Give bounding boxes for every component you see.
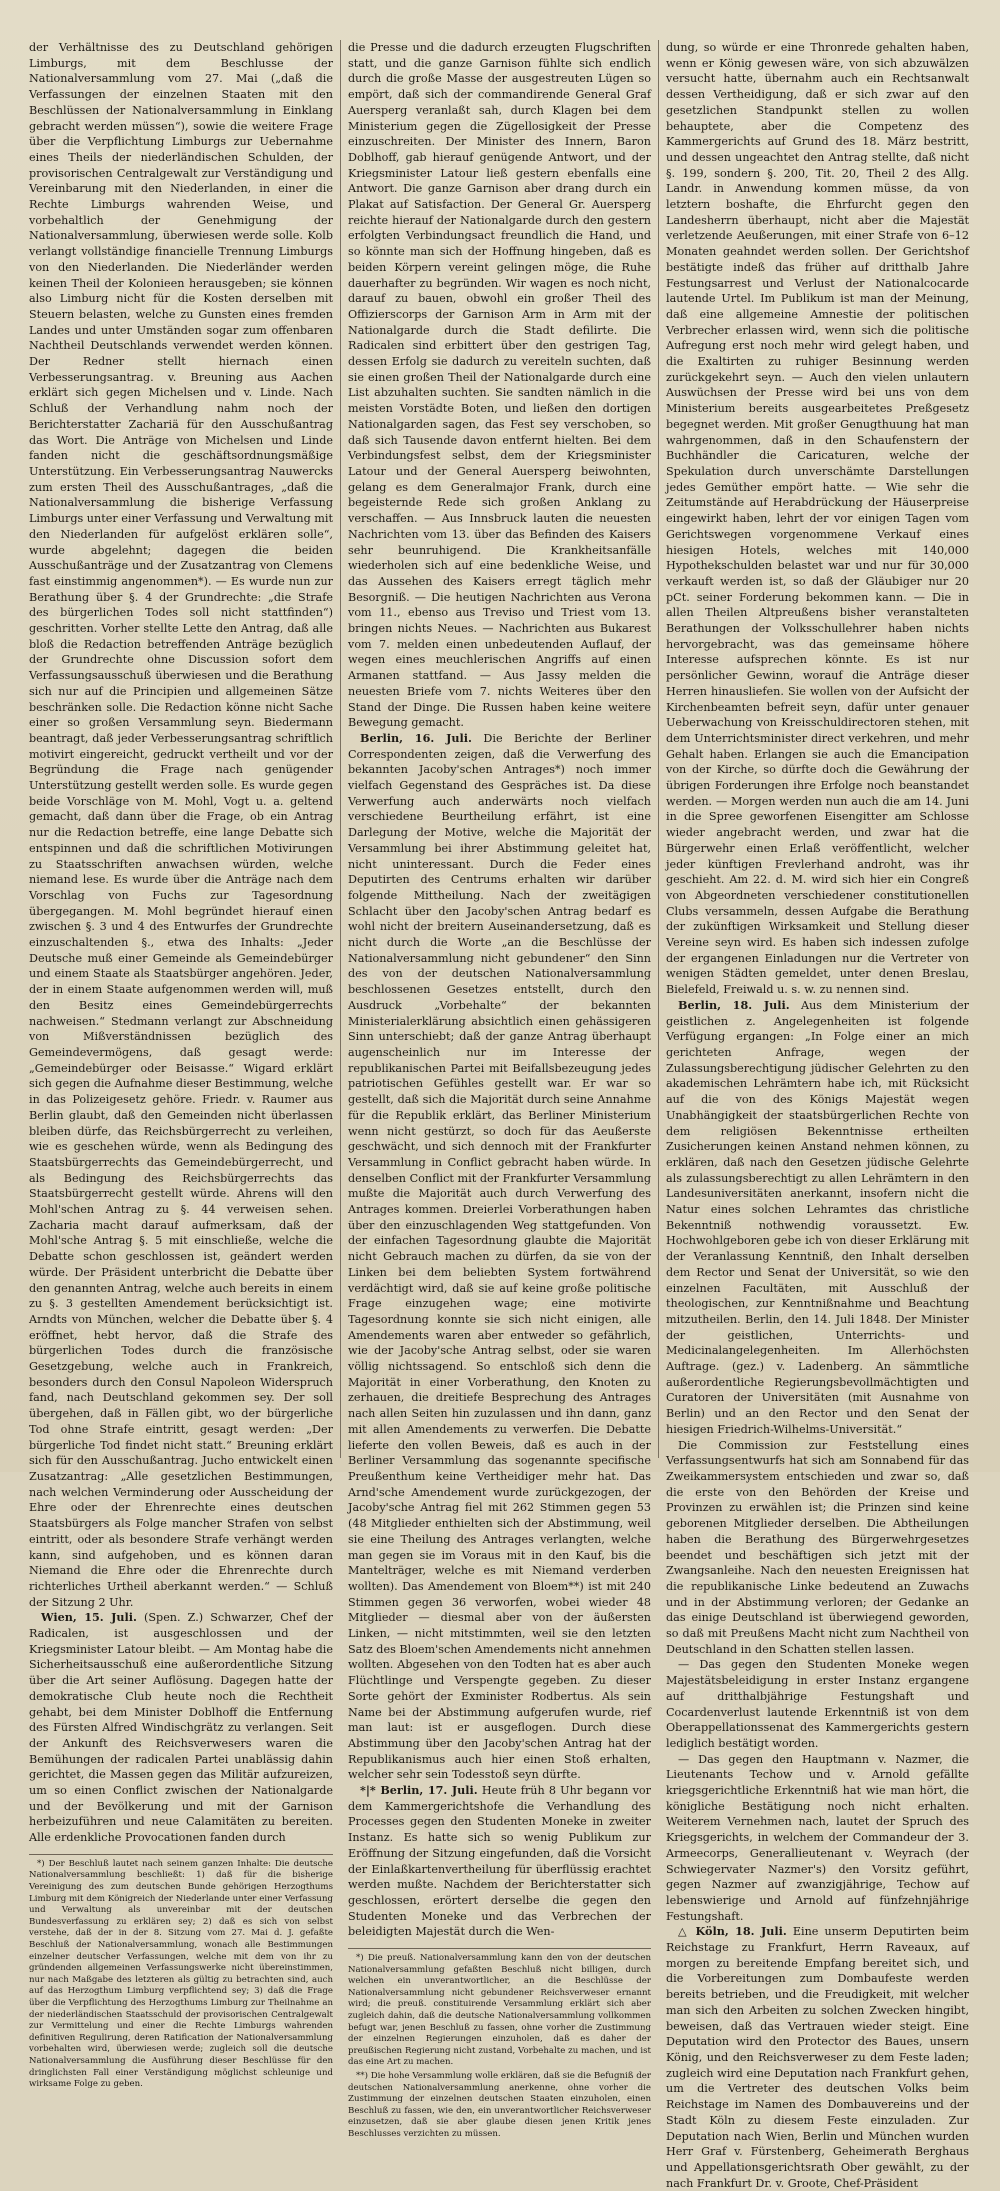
footnotes-column-1 xyxy=(29,1854,333,2091)
footnote-bloem: **) Die hohe Versammlung wolle erklären, daß sie die Befugniß der deutschen Nationalversammlung anerkenne, ohne vorher die Zustimmung der einzelnen deutschen Staaten einzuholen, einen Beschluß zu fassen, wie den, ein unverantwortlicher Reichsverweser einzusetzen, daß sie aber glaube diesen jenen Kritik jenes Beschlusses verzichten zu müssen. xyxy=(348,2071,651,2139)
article-berlin-17-body: Heute früh 8 Uhr begann vor dem Kammergerichtshofe die Verhandlung des Processes gegen den Studenten Moneke in zweiter Instanz. Es hatte sich so wenig Publikum zur Eröffnung der Sitzung eingefunden, daß die Vorsicht der Einlaßkartenvertheilung für überflüssig erachtet werden mußte. Nachdem der Berichterstatter sich geschlossen, erörtert derselbe die gegen den Studenten Moneke und das Verbrechen der beleidigten Majestät durch die Wen- xyxy=(348,1784,651,1939)
dateline-wien: Wien, 15. Juli. xyxy=(41,1610,137,1625)
article-berlin-16-body: Die Berichte der Berliner Correspondenten zeigen, daß die Verwerfung des bekannten Jacoby'schen Antrages*) noch immer vielfach Gegenstand des Gespräches ist. Da diese Verwerfung auch anderwärts noch vielfach verschiedene Beurtheilung erfährt, ist eine Darlegung der Motive, welche die Majorität der Versammlung bei ihrer Abstimmung geleitet hat, nicht uninteressant. Durch die Feder eines Deputirten des Centrums erhalten wir darüber folgende Mittheilung. Nach der zweitägigen Schlacht über den Jacoby'schen Antrag bedarf es wohl nicht der breitern Auseinandersetzung, daß es nicht durch die Worte „an die Beschlüsse der Nationalversammlung nicht gebundener“ den Sinn des von der deutschen Nationalversammlung beschlossenen Gesetzes entstellt, durch den Ausdruck „Vorbehalte“ der bekannten Ministerialerklärung absichtlich einen gehässigeren Sinn unterschiebt; daß der ganze Antrag überhaupt augenscheinlich nur im Interesse der republikanischen Partei mit Beifallsbezeugung jedes patriotischen Gefühles gestellt war. Er war so gestellt, daß sich die Majorität durch seine Annahme für die Republik erklärt, das Berliner Ministerium wenn nicht gestürzt, so doch für das Aeußerste geschwächt, und sich dennoch mit der Frankfurter Versammlung in Conflict gebracht haben würde. In denselben Conflict mit der Frankfurter Versammlung mußte die Majorität auch durch Verwerfung des Antrages kommen. Dreierlei Vorberathungen haben über den einzuschlagenden Weg stattgefunden. Von der einfachen Tagesordnung glaubte die Majorität nicht Gebrauch machen zu dürfen, da sie von der Linken bei dem beliebten System fortwährend verdächtigt wird, daß sie auf keine große politische Frage einzugehen wage; eine motivirte Tagesordnung konnte sie sich nicht einigen, alle Amendements waren aber entweder so gefährlich, wie der Jacoby'sche Antrag selbst, oder sie waren völlig nichtssagend. So entschloß sich denn die Majorität in einer Vorberathung, den Knoten zu zerhauen, die dreitiefe Besprechung des Antrages nach allen Seiten hin zuzulassen und ihn dann, ganz mit allen Amendements zu verwerfen. Die Debatte lieferte den vollen Beweis, daß es auch in der Berliner Versammlung das sogenannte specifische Preußenthum keine Vertheidiger mehr hat. Das Arnd'sche Amendement wurde zurückgezogen, der Jacoby'sche Antrag fiel mit 262 Stimmen gegen 53 (48 Mitglieder enthielten sich der Abstimmung, weil sie eine Theilung des Antrages verlangten, welche man gegen sie im Voraus mit in den Kauf, bis die Mantelträger, welche es mit Niemand verderben wollten). Das Amendement von Bloem**) ist mit 240 Stimmen gegen 36 verworfen, wobei wieder 48 Mitglieder — diesmal aber von der äußersten Linken, — nicht mitstimmten, weil sie den letzten Satz des Bloem'schen Amendements nicht annehmen wollten. Abgesehen von den Todten hat es aber auch Flüchtlinge und Verspengte gegeben. Zu dieser Sorte gehört der Exminister Rodbertus. Als sein Name bei der Abstimmung aufgerufen wurde, rief man laut: ist er ausgeflogen. Durch diese Abstimmung über den Jacoby'schen Antrag hat der Republikanismus auch hier einen Stoß erhalten, welcher sehr sein Todesstoß seyn dürfte. xyxy=(348,731,652,1782)
dateline-berlin-16: Berlin, 16. Juli. xyxy=(360,730,472,745)
article-limburg-continued: der Verhältnisse des zu Deutschland gehörigen Limburgs, mit dem Beschlusse der Nationalversammlung vom 27. Mai („daß die Verfassungen der einzelnen Staaten mit den Beschlüssen der Nationalversammlung in Einklang gebracht werden müssen“), sowie die weitere Frage über die Verpflichtung Limburgs zur Uebernahme eines Theils der niederländischen Schulden, der provisorischen Centralgewalt zur Verständigung und Vereinbarung mit den Niederlanden, in einer die Rechte Limburgs wahrenden Weise, und vorbehaltlich der Genehmigung der Nationalversammlung, überwiesen werde solle. Kolb verlangt vollständige financielle Trennung Limburgs von den Niederlanden. Die Niederländer werden keinen Theil der Kolonieen herausgeben; sie können also Limburg nicht für die Kosten derselben mit Steuern belasten, welche zu Gunsten eines fremden Landes und unter Umständen sogar zum offenbaren Nachtheil Deutschlands verwendet werden können. Der Redner stellt hiernach einen Verbesserungsantrag. v. Breuning aus Aachen erklärt sich gegen Michelsen und v. Linde. Nach Schluß der Verhandlung nahm noch der Berichterstatter Zachariä für den Ausschußantrag das Wort. Die Anträge von Michelsen und Linde fanden nicht die geschäftsordnungsmäßige Unterstützung. Ein Verbesserungsantrag Nauwercks zum ersten Theil des Ausschußantrages, „daß die Nationalversammlung die bisherige Verfassung Limburgs unter einer Verfassung und Verwaltung mit den Niederlanden für aufgelöst erklären solle“, wurde abgelehnt; dagegen die beiden Ausschußanträge und der Zusatzantrag von Clemens fast einstimmig angenommen*). — Es wurde nun zur Berathung über §. 4 der Grundrechte: „die Strafe des bürgerlichen Todes soll nicht stattfinden“) geschritten. Vorher stellte Lette den Antrag, daß alle bloß die Redaction betreffenden Anträge bezüglich der Grundrechte ohne Discussion sofort dem Verfassungsausschuß überwiesen und die Berathung sich nur auf die Principien und allgemeinen Sätze beschränken solle. Die Redaction könne nicht Sache einer so großen Versammlung seyn. Biedermann beantragt, daß jeder Verbesserungsantrag schriftlich motivirt eingereicht, gedruckt vertheilt und vor der Begründung die Frage nach genügender Unterstützung gestellt werden solle. Es wurde gegen beide Vorschläge von M. Mohl, Vogt u. a. geltend gemacht, daß dann über die Frage, ob ein Antrag nur die Redaction betreffe, eine lange Debatte sich entspinnen und daß die schriftlichen Motivirungen zu Staatsschriften anwachsen würden, welche niemand lese. Es wurde über die Anträge nach dem Vorschlag von Fuchs zur Tagesordnung übergegangen. M. Mohl begründet hierauf einen zwischen §. 3 und 4 des Entwurfes der Grundrechte einzuschaltenden §., etwa des Inhalts: „Jeder Deutsche muß einer Gemeinde als Gemeindebürger und einem Staate als Staatsbürger angehören. Jeder, der in einem Staate aufgenommen werden will, muß den Besitz eines Gemeindebürgerrechts nachweisen.“ Stedmann verlangt zur Abschneidung von Mißverständnissen bezüglich des Gemeindevermögens, daß gesagt werde: „Gemeindebürger oder Beisasse.“ Wigard erklärt sich gegen die Aufnahme dieser Bestimmung, welche in das Polizeigesetz gehöre. Friedr. v. Raumer aus Berlin glaubt, daß den Gemeinden nicht überlassen bleiben dürfe, das Reichsbürgerrecht zu verleihen, wie es geschehen würde, wenn als Bedingung des Staatsbürgerrechts das Gemeindebürgerrecht, und als Bedingung des Reichsbürgerrechts das Staatsbürgerrecht gestellt würde. Ahrens will den Mohl'schen Antrag zu §. 44 verweisen sehen. Zacharia macht darauf aufmerksam, daß der Mohl'sche Antrag §. 5 mit einschließe, welche die Debatte schon geschlossen ist, geändert werden würde. Der Präsident unterbricht die Debatte über den genannten Antrag, welche auch bereits in einem zu §. 3 gestellten Amendement berücksichtigt ist. Arndts von München, welcher die Debatte über §. 4 eröffnet, hebt hervor, daß die Strafe des bürgerlichen Todes durch die französische Gesetzgebung, welche auch in Frankreich, besonders durch den Consul Napoleon Widerspruch fand, nach Deutschland gekommen sey. Der soll übergehen, daß in Fällen gibt, wo der bürgerliche Tod ohne Strafe eintritt, gesagt werden: „Der bürgerliche Tod findet nicht statt.“ Breuning erklärt sich für den Ausschußantrag. Jucho entwickelt einen Zusatzantrag: „Alle gesetzlichen Bestimmungen, nach welchen Verminderung oder Ausscheidung der Ehre oder der Ehrenrechte eines deutschen Staatsbürgers als Folge mancher Strafen von selbst eintritt, oder als besondere Strafe verhängt werden kann, sind aufgehoben, und es können daran Niemand die Ehre oder die Ehrenrechte durch richterliches Urtheil aberkannt werden.“ — Schluß der Sitzung 2 Uhr. xyxy=(29,41,333,1609)
footnote-jacoby: *) Die preuß. Nationalversammlung kann den von der deutschen Nationalversammlung gefaßten Beschluß nicht billigen, durch welchen ein unverantwortlicher, an die Beschlüsse der Nationalversammlung nicht gebundener Reichsverweser ernannt wird; die preuß. constituirende Versammlung erklärt sich aber zugleich dahin, daß die deutsche Nationalversammlung vollkommen befugt war, jenen Beschluß zu fassen, ohne vorher die Zustimmung der einzelnen Regierungen einzuholen, daß es daher der preußischen Regierung nicht zustand, Vorbehalte zu machen, und ist das eine Art zu machen. xyxy=(348,1953,651,2068)
column-1 xyxy=(22,40,340,2090)
article-wien xyxy=(29,1610,333,1846)
dateline-berlin-18: Berlin, 18. Juli. xyxy=(678,997,790,1012)
article-koeln xyxy=(666,1924,969,2191)
article-verfassung: Die Commission zur Feststellung eines Verfassungsentwurfs hat sich am Sonnabend für das Zweikammersystem entschieden und zwar so, daß die erste von den Behörden der Kreise und Provinzen zu erwählen ist; die Prinzen sind keine geborenen Mitglieder derselben. Die Abtheilungen haben die Berathung des Bürgerwehrgesetzes beendet und beschäftigen sich jetzt mit der Zwangsanleihe. Nach den neuesten Ereignissen hat die republikanische Linke bedeutend an Zuwachs und in der Abstimmung verloren; der Gedanke an das einige Deutschland ist überwiegend geworden, so daß mit Preußens Macht nicht zum Nachtheil von Deutschland in den Schatten stellen lassen. xyxy=(666,1438,969,1656)
article-berlin-16 xyxy=(348,731,651,1783)
footnotes-column-2 xyxy=(348,1948,651,2141)
article-berlin-18-body: Aus dem Ministerium der geistlichen z. Angelegenheiten ist folgende Verfügung ergangen: „In Folge einer an mich gerichteten Anfrage, wegen der Zulassungsberechtigung jüdischer Gelehrten zu den akademischen Lehrämtern habe ich, mit Rücksicht auf die von des Königs Majestät wegen Unabhängigkeit der staatsbürgerlichen Rechte von dem religiösen Bekenntnisse ertheilten Zusicherungen keinen Anstand nehmen können, zu erklären, daß nach den Gesetzen jüdische Gelehrte als zulassungsberechtigt zu allen Lehrämtern in den Landesuniversitäten anerkannt, insofern nicht die Natur eines solchen Lehramtes das christliche Bekenntniß nothwendig voraussetzt. Ew. Hochwohlgeboren gebe ich von dieser Erklärung mit der Veranlassung Kenntniß, den Inhalt derselben dem Rector und Senat der Universität, so wie den einzelnen Facultäten, mit Ausschluß der theologischen, zur Kenntnißnahme und Beachtung mitzutheilen. Berlin, den 14. Juli 1848. Der Minister der geistlichen, Unterrichts- und Medicinalangelegenheiten. Im Allerhöchsten Auftrage. (gez.) v. Ladenberg. An sämmtliche außerordentliche Regierungsbevollmächtigten und Curatoren der Universitäten (mit Ausnahme von Berlin) und an den Rector und den Senat der hiesigen Friedrich-Wilhelms-Universität.“ xyxy=(666,998,969,1436)
article-wien-continued: die Presse und die dadurch erzeugten Flugschriften statt, und die ganze Garnison fühlte sich endlich durch die große Masse der ausgestreuten Lügen so empört, daß sich der commandirende General Graf Auersperg veranlaßt sah, durch Klagen bei dem Ministerium gegen die Zügellosigkeit der Presse einzuschreiten. Der Minister des Innern, Baron Doblhoff, gab hierauf genügende Antwort, und der Kriegsminister Latour ließ gestern ebenfalls eine Antwort. Die ganze Garnison aber drang durch ein Plakat auf Satisfaction. Der General Gr. Auersperg reichte hierauf der Nationalgarde durch den gestern erfolgten Verbindungsact freundlich die Hand, und so könnte man sich der Hoffnung hingeben, daß es beiden Körpern vereint gelingen möge, die Ruhe dauerhafter zu begründen. Wir wagen es noch nicht, darauf zu bauen, obwohl ein großer Theil des Offizierscorps der Garnison Arm in Arm mit der Nationalgarde durch die Stadt defilirte. Die Radicalen sind erbittert über den gestrigen Tag, dessen Erfolg sie dadurch zu vereiteln suchten, daß sie einen großen Theil der Nationalgarde durch eine List abzuhalten suchten. Sie sandten nämlich in die meisten Vorstädte Boten, und ließen den dortigen Nationalgarden sagen, das Fest sey verschoben, so daß sich Tausende davon entfernt hielten. Bei dem Verbindungsfest selbst, dem der Kriegsminister Latour und der General Auersperg beiwohnten, gelang es dem Generalmajor Frank, durch eine begeisternde Rede sich großen Anklang zu verschaffen. — Aus Innsbruck lauten die neuesten Nachrichten vom 13. über das Befinden des Kaisers sehr beunruhigend. Die Krankheitsanfälle wiederholen sich auf eine bedenkliche Weise, und das Aussehen des Kaisers erregt täglich mehr Besorgniß. — Die heutigen Nachrichten aus Verona vom 11., ebenso aus Treviso und Triest vom 13. bringen nichts Neues. — Nachrichten aus Bukarest vom 7. melden einen unbedeutenden Auflauf, der wegen eines meuchlerischen Angriffs auf einen Armanen stattfand. — Aus Jassy melden die neuesten Briefe vom 7. nichts Weiteres über den Stand der Dinge. Die Russen haben keine weitere Bewegung gemacht. xyxy=(348,41,651,730)
article-koeln-body: Eine unserm Deputirten beim Reichstage zu Frankfurt, Herrn Raveaux, auf morgen zu bereitende Empfang bereitet sich, und die Vorbereitungen zum Dombaufeste werden bereits betrieben, und die Freudigkeit, mit welcher man sich den Arbeiten zu solchen Zwecken hingibt, beweisen, daß das Vertrauen wieder steigt. Eine Deputation wird den Protector des Baues, unsern König, und den Reichsverweser zu dem Feste laden; zugleich wird eine Deputation nach Frankfurt gehen, um die Vertreter des deutschen Volks beim Reichstage im Namen des Dombauvereins und der Stadt Köln zu diesem Feste einzuladen. Zur Deputation nach Wien, Berlin und München wurden Herr Graf v. Fürstenberg, Geheimerath Berghaus und Appellationsgerichtsrath Ober gewählt, zu der nach Frankfurt Dr. v. Groote, Chef-Präsident xyxy=(666,1925,969,2190)
article-berlin-17 xyxy=(348,1783,651,1940)
column-2 xyxy=(340,40,658,2139)
article-moneke-continued: dung, so würde er eine Thronrede gehalten haben, wenn er König gewesen wäre, von sich abzuwälzen versucht hatte, übernahm auch ein Rechtsanwalt dessen Vertheidigung, daß er sich zwar auf den gesetzlichen Standpunkt stellen zu wollen behauptete, aber die Competenz des Kammergerichts auf Grund des 18. März bestritt, und dessen ungeachtet den Antrag stellte, daß nicht §. 199, sondern §. 200, Tit. 20, Theil 2 des Allg. Landr. in Anwendung kommen müsse, da von letztern boshafte, die Ehrfurcht gegen den Landesherrn überhaupt, nicht aber die Majestät verletzende Aeußerungen, mit einer Strafe von 6–12 Monaten geahndet werden sollen. Der Gerichtshof bestätigte indeß das früher auf dritthalb Jahre Festungsarrest und Verlust der Nationalcocarde lautende Urtel. Im Publikum ist man der Meinung, daß eine allgemeine Amnestie der politischen Verbrecher erlassen wird, wenn sich die politische Aufregung erst noch mehr wird gelegt haben, und die Exaltirten zu ruhiger Besinnung werden zurückgekehrt seyn. — Auch den vielen unlautern Auswüchsen der Presse wird bei uns von dem Ministerium bereits ausgearbeitetes Preßgesetz begegnet werden. Mit großer Genugthuung hat man wahrgenommen, daß in den Schaufenstern der Buchhändler die Caricaturen, welche der Spekulation durch unverschämte Darstellungen jedes Gemüther empört hatte. — Wie sehr die Zeitumstände auf Herabdrückung der Häuserpreise eingewirkt haben, lehrt der vor einigen Tagen vom Gerichtswegen vorgenommene Verkauf eines hiesigen Hotels, welches mit 140,000 Hypothekschulden belastet war und nur für 30,000 verkauft werden ist, so daß der Gläubiger nur 20 pCt. seiner Forderung bekommen kann. — Die in allen Theilen Altpreußens bisher veranstalteten Berathungen der Volksschullehrer haben nichts hervorgebracht, was das gemeinsame höhere Interesse aufsprechen könnte. Es ist nur persönlicher Gewinn, worauf die Anträge dieser Herren hinausliefen. Sie wollen von der Aufsicht der Kirchenbeamten befreit seyn, dafür unter genauer Ueberwachung von Kreisschuldirectoren stehen, mit dem Unterrichtsminister direct verkehren, und mehr Gehalt haben. Erlangen sie auch die Emancipation von der Kirche, so dürfte doch die Gewährung der übrigen Forderungen ihre Erfolge noch beanstandet werden. — Morgen werden nun auch die am 14. Juni in die Spree geworfenen Eisengitter am Schlosse wieder angebracht werden, und zwar hat die Bürgerwehr einen Erlaß veröffentlicht, welcher jeder künftigen Frevlerhand androht, was ihr geschieht. Am 22. d. M. wird sich hier ein Congreß von Abgeordneten verschiedener constitutionellen Clubs versammeln, dessen Aufgabe die Berathung der zukünftigen Wirksamkeit und Stellung dieser Vereine seyn wird. Es haben sich indessen zufolge der ergangenen Einladungen nur die Vertreter von wenigen Städten gemeldet, unter denen Breslau, Bielefeld, Freiwald u. s. w. zu nennen sind. xyxy=(666,41,969,997)
column-3 xyxy=(658,40,976,2190)
footnote-limburg: *) Der Beschluß lautet nach seinem ganzen Inhalte: Die deutsche Nationalversammlung beschließt: 1) daß für die bisherige Vereinigung des zum deutschen Bunde gehörigen Herzogthums Limburg mit dem Königreich der Niederlande unter einer Verfassung und Verwaltung als unvereinbar mit der deutschen Bundesverfassung zu erklären sey; 2) daß es sich von selbst verstehe, daß der in der 8. Sitzung vom 27. Mai d. J. gefaßte Beschluß der Nationalversammlung, wonach alle Bestimmungen einzelner deutscher Verfassungen, welche mit dem von ihr zu gründenden allgemeinen Verfassungswerke nicht übereinstimmen, nur nach Maßgabe des letzteren als gültig zu betrachten sind, auch auf das Herzogthum Limburg verpflichtend sey; 3) daß die Frage über die Verpflichtung des Herzogthums Limburg zur Theilnahme an der niederländischen Staatsschuld der provisorischen Centralgewalt zur Vermittelung und einer die Rechte Limburgs wahrenden definitiven Regulirung, deren Ratification der Nationalversammlung vorbehalten wird, überwiesen werde; zugleich soll die deutsche Nationalversammlung die Ausführung dieser Beschlüsse für den dringlichsten Fall einer Verständigung möglichst schleunige und wirksame Folge zu geben. xyxy=(29,1858,333,2090)
star-mark: *|* xyxy=(360,1783,381,1798)
article-wien-body: (Spen. Z.) Schwarzer, Chef der Radicalen, ist ausgeschlossen und der Kriegsminister Latour bleibt. — Am Montag habe die Sicherheitsausschuß eine außerordentliche Sitzung über die Art seiner Auflösung. Dagegen hatte der demokratische Club heute noch die Rechtheit gehabt, bei dem Minister Doblhoff die Entfernung des Fürsten Alfred Windischgrätz zu verlangen. Seit der Ankunft des Reichsverwesers waren die Bemühungen der radicalen Partei unablässig dahin gerichtet, die Massen gegen das Militär aufzureizen, um so einen Conflict zwischen der Nationalgarde und der Bevölkerung und mit der Garnison herbeizuführen und neue Calamitäten zu bereiten. Alle erdenkliche Provocationen fanden durch xyxy=(29,1611,333,1845)
columns xyxy=(22,40,990,2190)
dateline-berlin-17: Berlin, 17. Juli. xyxy=(380,1783,478,1798)
article-berlin-18 xyxy=(666,998,969,1438)
dateline-koeln-text: Köln, 18. Juli. xyxy=(695,1924,787,1939)
dateline-koeln: △ xyxy=(678,1924,696,1939)
article-moneke-verdict: — Das gegen den Studenten Moneke wegen Majestätsbeleidigung in erster Instanz ergangene auf dritthalbjährige Festungshaft und Cocardenverlust lautende Erkenntniß ist von dem Oberappellationssenat des Kammergerichts gestern lediglich bestätigt worden. xyxy=(666,1658,969,1750)
article-nazmer: — Das gegen den Hauptmann v. Nazmer, die Lieutenants Techow und v. Arnold gefällte kriegsgerichtliche Erkenntniß hat wie man hört, die königliche Bestätigung noch nicht erhalten. Weiterem Vernehmen nach, lautet der Spruch des Kriegsgerichts, in welchem der Commandeur der 3. Armeecorps, Generallieutenant v. Weyrach (der Schwiegervater Nazmer's) den Vorsitz geführt, gegen Nazmer auf zwanzigjährige, Techow auf lebenswierige und Arnold auf fünfzehnjährige Festungshaft. xyxy=(666,1752,969,1923)
